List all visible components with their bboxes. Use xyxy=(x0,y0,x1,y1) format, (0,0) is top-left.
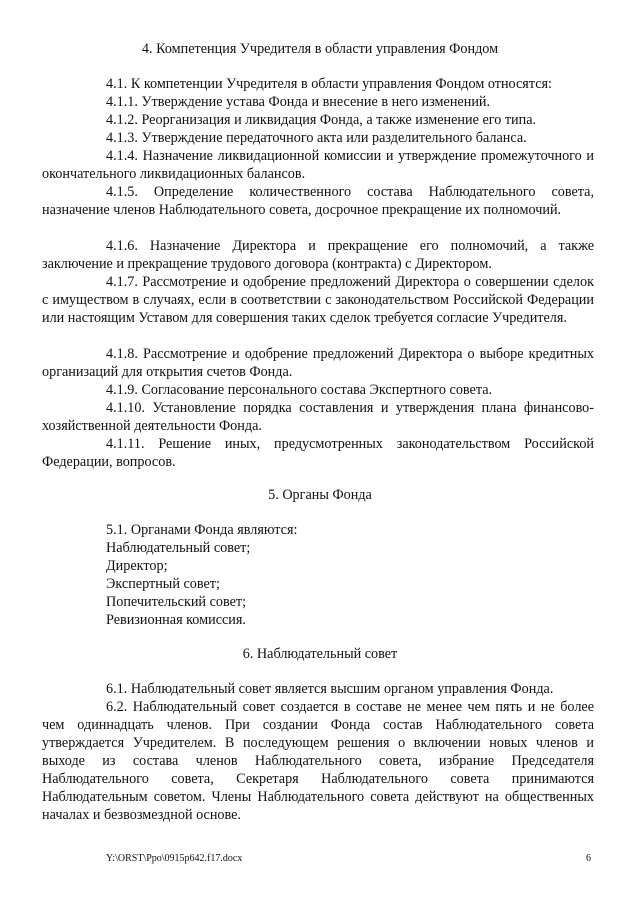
list-item: Ревизионная комиссия. xyxy=(106,612,246,628)
paragraph-4-1-2: 4.1.2. Реорганизация и ликвидация Фонда, а также изменение его типа. xyxy=(106,112,537,128)
paragraph-4-1-4: 4.1.4. Назначение ликвидационной комиссии и утверждение промежуточного и окончательного ликвидационных балансов. xyxy=(42,148,594,182)
footer-page-number: 6 xyxy=(586,853,591,864)
paragraph-4-1-6: 4.1.6. Назначение Директора и прекращение его полномочий, а также заключение и прекращение трудового договора (контракта) с Директором. xyxy=(42,238,594,272)
paragraph-5-1: 5.1. Органами Фонда являются: xyxy=(106,522,298,538)
section-4-heading: 4. Компетенция Учредителя в области управления Фондом xyxy=(141,41,499,57)
list-item: Попечительский совет; xyxy=(106,594,247,610)
list-item: Директор; xyxy=(106,558,168,574)
paragraph-4-1-10: 4.1.10. Установление порядка составления и утверждения плана финансово-хозяйственной деятельности Фонда. xyxy=(42,400,594,434)
footer-file-path: Y:\ORST\Ppo\0915p642.f17.docx xyxy=(106,853,243,864)
section-6-heading: 6. Наблюдательный совет xyxy=(242,646,398,662)
paragraph-4-1: 4.1. К компетенции Учредителя в области управления Фондом относятся: xyxy=(106,76,552,92)
paragraph-6-1: 6.1. Наблюдательный совет является высшим органом управления Фонда. xyxy=(106,681,554,697)
paragraph-4-1-9: 4.1.9. Согласование персонального состава Экспертного совета. xyxy=(106,382,493,398)
paragraph-6-2: 6.2. Наблюдательный совет создается в составе не менее чем пять и не более чем одиннадцать членов. При создании Фонда состав Наблюдательного совета утверждается Учредителем. В последующем решения о включении новых членов и выходе из состава членов Наблюдательного совета, избрание Председателя Наблюдательного совета, Секретаря Наблюдательного совета принимаются Наблюдательным советом. Члены Наблюдательного совета действуют на общественных началах и безвозмездной основе. xyxy=(42,699,594,823)
paragraph-4-1-5: 4.1.5. Определение количественного состава Наблюдательного совета, назначение членов Наблюдательного совета, досрочное прекращение их полномочий. xyxy=(42,184,594,218)
paragraph-4-1-7: 4.1.7. Рассмотрение и одобрение предложений Директора о совершении сделок с имуществом в случаях, если в соответствии с законодательством Российской Федерации или настоящим Уставом для совершения таких сделок требуется согласие Учредителя. xyxy=(42,274,594,326)
list-item: Наблюдательный совет; xyxy=(106,540,251,556)
list-item: Экспертный совет; xyxy=(106,576,220,592)
section-5-heading: 5. Органы Фонда xyxy=(268,487,372,503)
paragraph-4-1-3: 4.1.3. Утверждение передаточного акта или разделительного баланса. xyxy=(106,130,527,146)
paragraph-4-1-1: 4.1.1. Утверждение устава Фонда и внесение в него изменений. xyxy=(106,94,491,110)
paragraph-4-1-11: 4.1.11. Решение иных, предусмотренных законодательством Российской Федерации, вопросов. xyxy=(42,436,594,470)
paragraph-4-1-8: 4.1.8. Рассмотрение и одобрение предложений Директора о выборе кредитных организаций для открытия счетов Фонда. xyxy=(42,346,594,380)
